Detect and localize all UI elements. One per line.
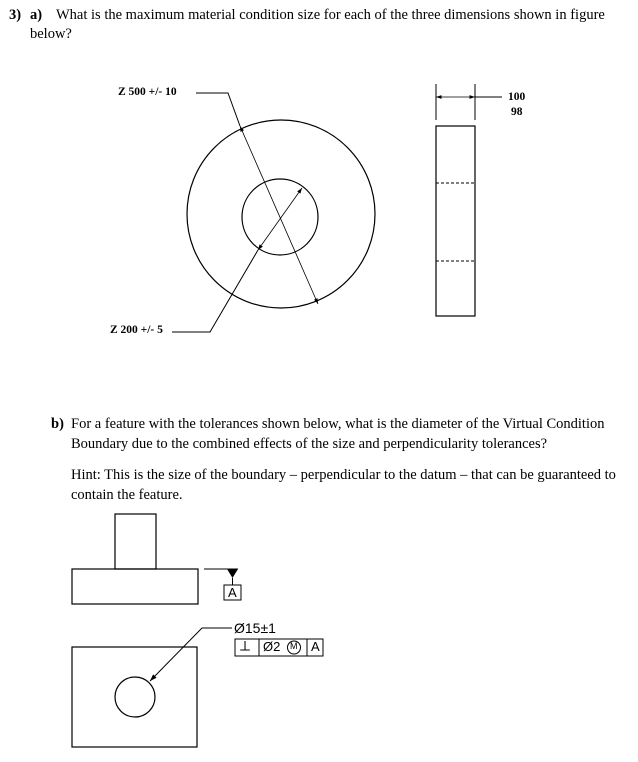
fcf-tolerance: Ø2 (263, 639, 281, 654)
mmc-modifier: M (290, 641, 298, 651)
width-upper-label: 100 (508, 91, 526, 103)
peg-top-view (115, 677, 155, 717)
peg-side-view (115, 514, 156, 569)
question-number: 3) (9, 7, 22, 23)
size-callout-leader (150, 628, 232, 681)
inner-diameter-label: Z 200 +/- 5 (110, 324, 163, 336)
part-b-hint-line1: Hint: This is the size of the boundary – perpendicular to the datum – that can be guaranteed to (71, 467, 616, 483)
base-plate-top-view (72, 647, 197, 747)
part-b-letter: b) (51, 416, 64, 432)
outer-diameter-label: Z 500 +/- 10 (118, 86, 177, 98)
fcf-datum: A (311, 639, 320, 654)
part-b-question-line2: Boundary due to the combined effects of the size and perpendicularity tolerances? (71, 436, 548, 452)
part-a-letter: a) (30, 7, 43, 23)
part-a-question-line2: below? (30, 26, 72, 42)
part-b-question-line1: For a feature with the tolerances shown below, what is the diameter of the Virtual Condition (71, 416, 605, 432)
datum-label: A (228, 585, 237, 600)
base-plate-side-view (72, 569, 198, 604)
perpendicularity-symbol: ⟂ (240, 638, 251, 655)
width-lower-label: 98 (511, 106, 523, 118)
datum-triangle (227, 569, 238, 578)
part-a-question-line1: What is the maximum material condition size for each of the three dimensions shown in figure (56, 7, 605, 23)
size-callout: Ø15±1 (234, 620, 276, 636)
part-b-hint-line2: contain the feature. (71, 487, 183, 503)
